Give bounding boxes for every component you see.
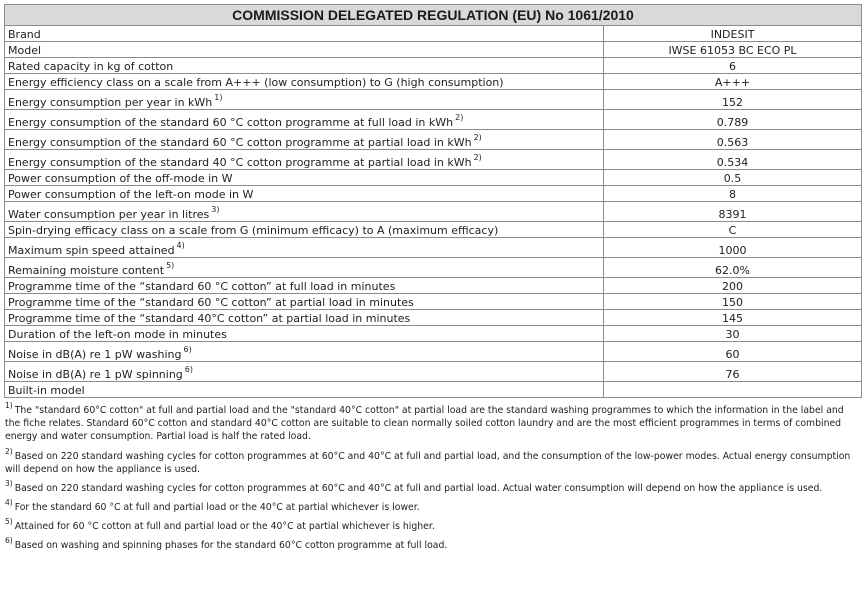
footnote bbox=[5, 478, 861, 495]
table-row bbox=[5, 382, 862, 398]
row-label-cell bbox=[5, 258, 604, 278]
row-value: 6 bbox=[604, 58, 862, 74]
table-row bbox=[5, 362, 862, 382]
table-row bbox=[5, 130, 862, 150]
footnote-marker: 2) bbox=[473, 133, 482, 143]
footnote-text: Attained for 60 °C cotton at full and partial load or the 40°C at partial whichever is higher. bbox=[14, 521, 435, 532]
footnote bbox=[5, 535, 861, 552]
row-label: Energy efficiency class on a scale from A+++ (low consumption) to G (high consumption) bbox=[8, 76, 504, 89]
row-label: Programme time of the “standard 60 °C cotton” at full load in minutes bbox=[8, 280, 396, 293]
table-row bbox=[5, 58, 862, 74]
row-value: 0.534 bbox=[604, 150, 862, 170]
row-value: 8391 bbox=[604, 202, 862, 222]
footnote-text: For the standard 60 °C at full and partial load or the 40°C at partial whichever is lower. bbox=[14, 502, 420, 513]
row-label-cell bbox=[5, 294, 604, 310]
row-label-cell bbox=[5, 310, 604, 326]
row-label-cell bbox=[5, 342, 604, 362]
row-label: Water consumption per year in litres bbox=[8, 208, 210, 221]
row-label-cell bbox=[5, 278, 604, 294]
row-label-cell bbox=[5, 382, 604, 398]
row-label: Energy consumption of the standard 60 °C cotton programme at full load in kWh bbox=[8, 116, 454, 129]
footnote bbox=[5, 497, 861, 514]
row-label-cell bbox=[5, 150, 604, 170]
table-title: COMMISSION DELEGATED REGULATION (EU) No 1061/2010 bbox=[5, 5, 862, 26]
table-row bbox=[5, 42, 862, 58]
row-label: Energy consumption of the standard 40 °C cotton programme at partial load in kWh bbox=[8, 156, 472, 169]
row-value: C bbox=[604, 222, 862, 238]
row-label-cell bbox=[5, 362, 604, 382]
table-row bbox=[5, 202, 862, 222]
row-label-cell bbox=[5, 202, 604, 222]
footnote bbox=[5, 400, 861, 443]
footnote-marker: 2) bbox=[473, 153, 482, 163]
table-row bbox=[5, 258, 862, 278]
row-value: 30 bbox=[604, 326, 862, 342]
row-label: Power consumption of the off-mode in W bbox=[8, 172, 233, 185]
row-label-cell bbox=[5, 58, 604, 74]
row-value: A+++ bbox=[604, 74, 862, 90]
table-row bbox=[5, 26, 862, 42]
table-row bbox=[5, 186, 862, 202]
footnote-text: Based on 220 standard washing cycles for cotton programmes at 60°C and 40°C at full and partial load, and the consumption of the low-power modes. Actual energy consumption will depend on how the appliance is used. bbox=[5, 451, 851, 475]
row-label: Energy consumption per year in kWh bbox=[8, 96, 213, 109]
row-value bbox=[604, 382, 862, 398]
table-row bbox=[5, 310, 862, 326]
row-label-cell bbox=[5, 186, 604, 202]
spec-table bbox=[4, 4, 862, 398]
row-label: Noise in dB(A) re 1 pW washing bbox=[8, 348, 182, 361]
row-value: IWSE 61053 BC ECO PL bbox=[604, 42, 862, 58]
footnote-mark: 3) bbox=[5, 478, 13, 488]
footnote-text: Based on washing and spinning phases for the standard 60°C cotton programme at full load. bbox=[14, 540, 448, 551]
footnote-marker: 2) bbox=[455, 113, 464, 123]
row-value: 0.5 bbox=[604, 170, 862, 186]
table-row bbox=[5, 238, 862, 258]
row-label-cell bbox=[5, 238, 604, 258]
row-label: Energy consumption of the standard 60 °C cotton programme at partial load in kWh bbox=[8, 136, 472, 149]
row-value: 76 bbox=[604, 362, 862, 382]
row-label: Model bbox=[8, 44, 42, 57]
footnote bbox=[5, 516, 861, 533]
table-row bbox=[5, 110, 862, 130]
footnote-mark: 1) bbox=[5, 400, 13, 410]
footnote-marker: 4) bbox=[176, 241, 185, 251]
row-label: Programme time of the “standard 40°C cotton” at partial load in minutes bbox=[8, 312, 411, 325]
row-value: 62.0% bbox=[604, 258, 862, 278]
row-value: 150 bbox=[604, 294, 862, 310]
footnote-mark: 2) bbox=[5, 446, 13, 456]
row-label: Power consumption of the left-on mode in W bbox=[8, 188, 254, 201]
row-value: INDESIT bbox=[604, 26, 862, 42]
table-row bbox=[5, 294, 862, 310]
row-label-cell bbox=[5, 26, 604, 42]
row-label: Programme time of the “standard 60 °C cotton” at partial load in minutes bbox=[8, 296, 414, 309]
footnote-marker: 6) bbox=[184, 365, 194, 375]
row-value: 0.789 bbox=[604, 110, 862, 130]
footnote bbox=[5, 446, 861, 476]
row-label: Spin-drying efficacy class on a scale from G (minimum efficacy) to A (maximum efficacy) bbox=[8, 224, 499, 237]
footnote-marker: 1) bbox=[214, 93, 223, 103]
table-row bbox=[5, 170, 862, 186]
row-label: Brand bbox=[8, 28, 41, 41]
product-fiche bbox=[4, 4, 861, 558]
footnote-text: Based on 220 standard washing cycles for cotton programmes at 60°C and 40°C at full and partial load. Actual water consumption will depend on how the appliance is used. bbox=[14, 483, 823, 494]
footnote-marker: 3) bbox=[211, 205, 220, 215]
table-row bbox=[5, 90, 862, 110]
row-value: 200 bbox=[604, 278, 862, 294]
row-label: Remaining moisture content bbox=[8, 264, 165, 277]
table-row bbox=[5, 150, 862, 170]
row-value: 1000 bbox=[604, 238, 862, 258]
row-label-cell bbox=[5, 42, 604, 58]
row-label: Maximum spin speed attained bbox=[8, 244, 175, 257]
footnotes bbox=[4, 400, 861, 552]
footnote-mark: 5) bbox=[5, 516, 13, 526]
row-label: Built-in model bbox=[8, 384, 85, 397]
row-label-cell bbox=[5, 222, 604, 238]
row-label-cell bbox=[5, 110, 604, 130]
row-value: 8 bbox=[604, 186, 862, 202]
footnote-marker: 6) bbox=[183, 345, 192, 355]
footnote-text: The "standard 60°C cotton" at full and partial load and the "standard 40°C cotton" at partial load are the standard washing programmes to which the information in the label and the fiche relates. Standard 60°C cotton and standard 40°C cotton are suitable to clean normally soiled cotton laundry and are the most efficient programmes in terms of combined energy and water consumption. Partial load is half the rated load. bbox=[5, 405, 844, 442]
footnote-mark: 6) bbox=[5, 535, 13, 545]
row-label: Noise in dB(A) re 1 pW spinning bbox=[8, 368, 183, 381]
table-row bbox=[5, 342, 862, 362]
table-row bbox=[5, 278, 862, 294]
row-value: 0.563 bbox=[604, 130, 862, 150]
row-value: 145 bbox=[604, 310, 862, 326]
row-label: Duration of the left-on mode in minutes bbox=[8, 328, 227, 341]
table-row bbox=[5, 222, 862, 238]
row-value: 152 bbox=[604, 90, 862, 110]
footnote-mark: 4) bbox=[5, 497, 13, 507]
footnote-marker: 5) bbox=[166, 261, 175, 271]
row-label-cell bbox=[5, 74, 604, 90]
table-row bbox=[5, 326, 862, 342]
row-value: 60 bbox=[604, 342, 862, 362]
table-title-row bbox=[5, 5, 862, 26]
row-label-cell bbox=[5, 326, 604, 342]
row-label-cell bbox=[5, 130, 604, 150]
table-row bbox=[5, 74, 862, 90]
row-label-cell bbox=[5, 90, 604, 110]
row-label: Rated capacity in kg of cotton bbox=[8, 60, 174, 73]
row-label-cell bbox=[5, 170, 604, 186]
